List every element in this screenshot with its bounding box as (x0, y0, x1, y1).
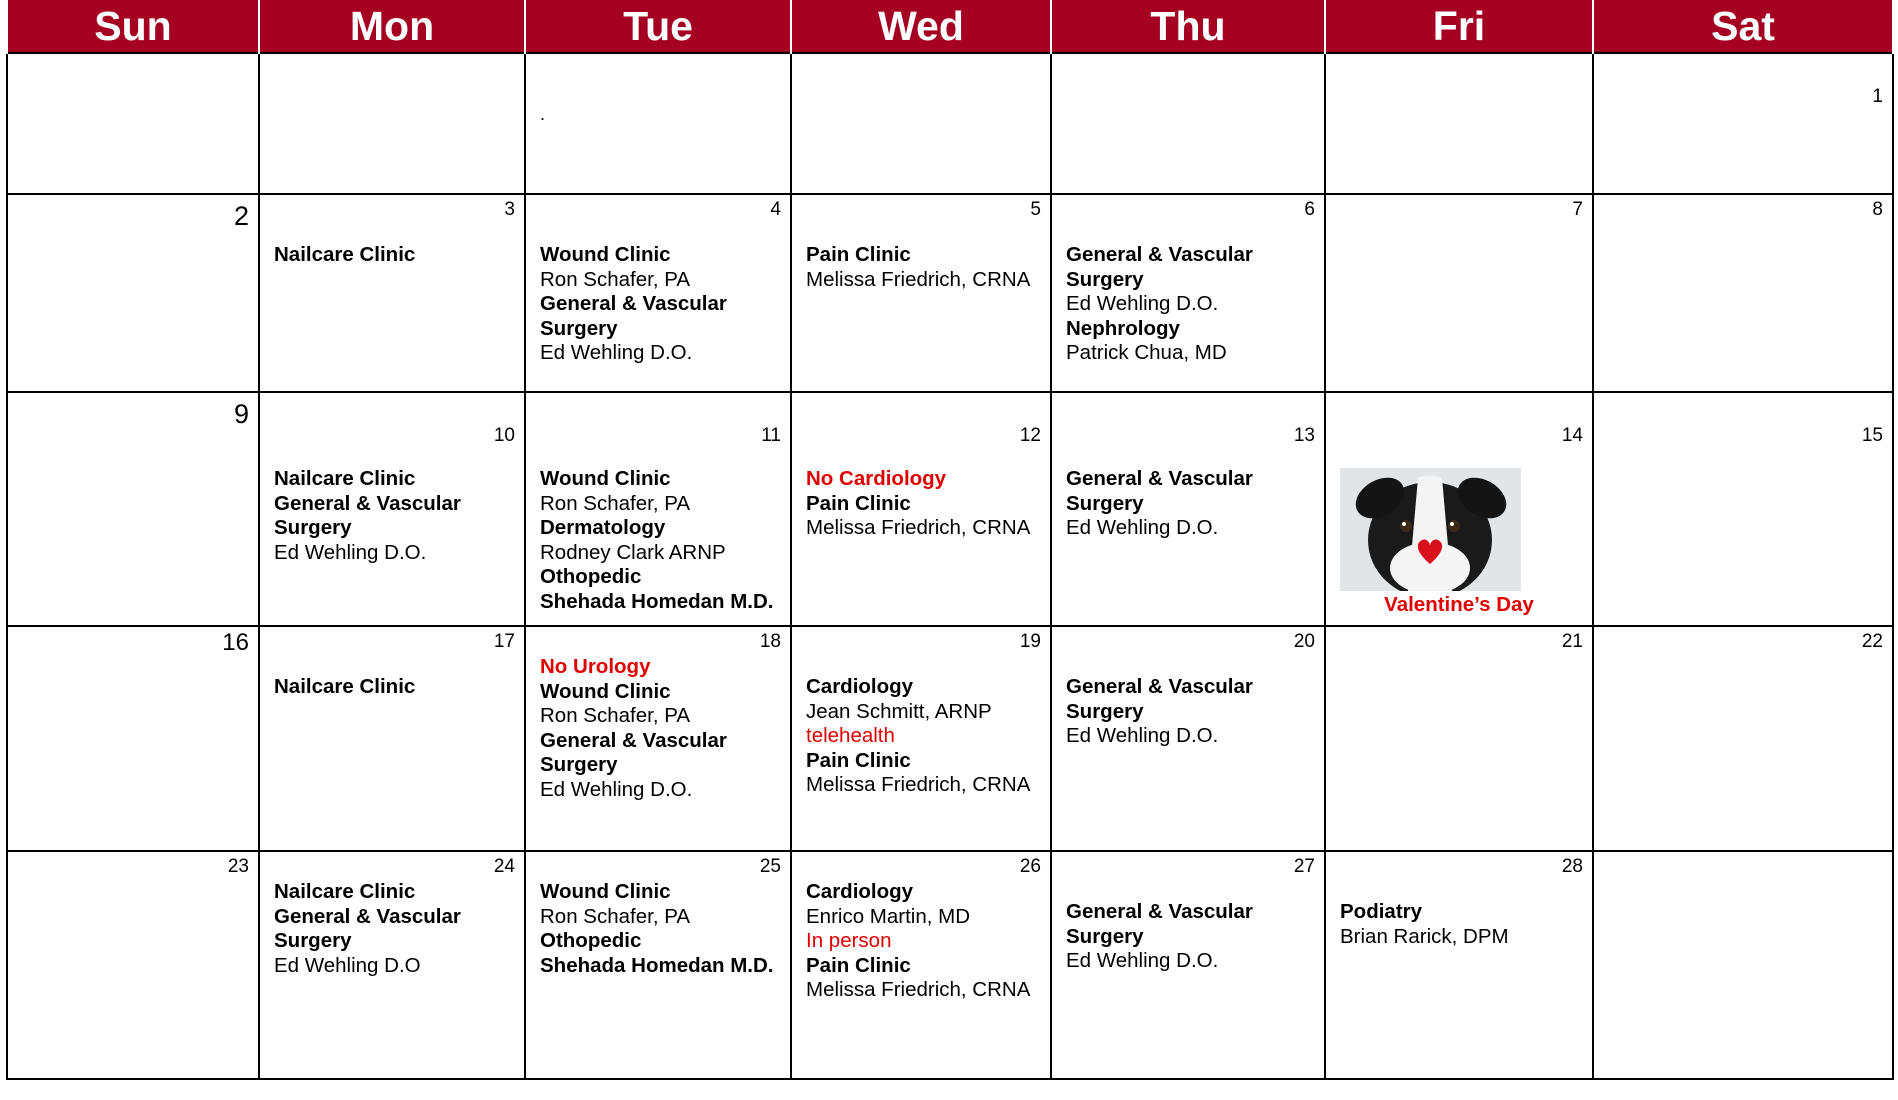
cancellation-notice: No Cardiology (806, 467, 947, 490)
clinic-name: Othopedic (540, 565, 642, 588)
day-number: 11 (761, 425, 781, 446)
clinic-name: Nailcare Clinic (274, 675, 416, 698)
day-cell (791, 392, 1051, 626)
day-cell (1325, 851, 1593, 1079)
cancellation-notice: No Urology (540, 655, 651, 678)
day-cell (1593, 53, 1893, 194)
day-cell-empty (7, 53, 259, 194)
weekday-thu: Thu (1051, 0, 1325, 53)
day-number: 21 (1561, 631, 1583, 652)
day-cell (7, 392, 259, 626)
clinic-name: Cardiology (806, 675, 914, 698)
day-cell (1593, 392, 1893, 626)
day-events (806, 880, 1042, 1003)
day-events (1066, 675, 1316, 749)
day-cell (1593, 626, 1893, 851)
day-number: 18 (759, 631, 781, 652)
weekday-sat: Sat (1593, 0, 1893, 53)
day-number: 24 (493, 856, 515, 877)
holiday-dog-image (1340, 468, 1521, 591)
day-number: 8 (1872, 199, 1883, 220)
provider-name: Ron Schafer, PA (540, 904, 691, 928)
clinic-name: Wound Clinic (540, 243, 671, 266)
day-cell (525, 194, 791, 392)
day-number: 4 (770, 199, 781, 220)
week-row-1 (7, 53, 1893, 194)
day-cell (1051, 851, 1325, 1079)
provider-name: Ed Wehling D.O. (1066, 516, 1219, 539)
weekday-tue: Tue (525, 0, 791, 53)
provider-name: Patrick Chua, MD (1066, 341, 1227, 364)
week-row-2 (7, 194, 1893, 392)
provider-name: Ed Wehling D.O. (274, 540, 427, 564)
day-cell (259, 392, 525, 626)
day-cell-empty (1325, 53, 1593, 194)
day-number: 19 (1019, 631, 1041, 652)
day-number: 9 (233, 399, 249, 429)
day-events (806, 243, 1042, 292)
clinic-name: Nailcare Clinic (274, 243, 416, 266)
day-number: 7 (1572, 199, 1583, 220)
provider-name: Ron Schafer, PA (540, 491, 691, 515)
day-number: 5 (1030, 199, 1041, 220)
day-cell (1051, 392, 1325, 626)
day-cell (791, 626, 1051, 851)
day-cell (791, 851, 1051, 1079)
day-number: 28 (1561, 856, 1583, 877)
day-events (806, 675, 1042, 798)
provider-name: Enrico Martin, MD (806, 904, 971, 928)
day-number: 15 (1861, 425, 1883, 446)
clinic-name: Nephrology (1066, 316, 1180, 340)
provider-name: Ron Schafer, PA (540, 267, 691, 291)
clinic-name: General & Vascular Surgery (540, 292, 727, 340)
clinic-name: Pain Clinic (806, 748, 911, 772)
day-cell (525, 392, 791, 626)
clinic-name: Podiatry (1340, 900, 1423, 923)
day-events (1340, 900, 1584, 949)
day-cell (1593, 194, 1893, 392)
day-number: 13 (1293, 425, 1315, 446)
day-cell (259, 851, 525, 1079)
day-cell (525, 851, 791, 1079)
day-number: 27 (1293, 856, 1315, 877)
day-cell (1325, 194, 1593, 392)
clinic-name: Othopedic (540, 929, 642, 952)
visit-type-note: telehealth (806, 724, 895, 747)
clinic-name: Wound Clinic (540, 679, 671, 703)
clinic-name: Dermatology (540, 516, 666, 539)
weekday-sun: Sun (7, 0, 259, 53)
clinic-name: Pain Clinic (806, 953, 911, 977)
weekday-mon: Mon (259, 0, 525, 53)
day-number: 20 (1293, 631, 1315, 652)
day-number: 26 (1019, 856, 1041, 877)
stray-mark: . (540, 104, 546, 124)
provider-name: Melissa Friedrich, CRNA (806, 773, 1031, 796)
day-cell (259, 626, 525, 851)
dog-with-red-heart-nose-image (1340, 468, 1521, 591)
day-number: 12 (1019, 425, 1041, 446)
provider-name: Ed Wehling D.O. (540, 777, 693, 801)
week-row-4 (7, 626, 1893, 851)
day-number: 22 (1861, 631, 1883, 652)
provider-name: Brian Rarick, DPM (1340, 924, 1509, 948)
day-number: 17 (493, 631, 515, 652)
provider-name: Shehada Homedan M.D. (540, 953, 774, 977)
day-cell (1325, 626, 1593, 851)
day-events (274, 467, 516, 565)
clinic-name: Wound Clinic (540, 880, 671, 903)
day-number: 14 (1561, 425, 1583, 446)
day-cell-empty (791, 53, 1051, 194)
clinic-name: Nailcare Clinic (274, 467, 416, 490)
day-number: 10 (493, 425, 515, 446)
day-number: 2 (233, 201, 249, 231)
week-row-3 (7, 392, 1893, 626)
day-cell (525, 626, 791, 851)
holiday-label: Valentine’s Day (1384, 593, 1534, 616)
day-number: 6 (1304, 199, 1315, 220)
day-cell (1051, 194, 1325, 392)
clinic-name: General & Vascular Surgery (1066, 675, 1253, 723)
day-cell-empty (1051, 53, 1325, 194)
clinic-name: Wound Clinic (540, 467, 671, 490)
clinic-name: Pain Clinic (806, 243, 911, 266)
clinic-name: General & Vascular Surgery (540, 728, 727, 776)
day-number: 25 (759, 856, 781, 877)
day-events (1066, 243, 1316, 366)
day-cell (259, 194, 525, 392)
clinic-name: General & Vascular Surgery (274, 904, 461, 952)
day-events (540, 880, 782, 978)
week-row-5 (7, 851, 1893, 1079)
clinic-name: General & Vascular Surgery (1066, 467, 1253, 515)
provider-name: Melissa Friedrich, CRNA (806, 267, 1031, 291)
clinic-name: General & Vascular Surgery (1066, 900, 1253, 948)
day-cell (791, 194, 1051, 392)
weekday-header-row (7, 0, 1893, 53)
day-events (274, 243, 516, 268)
day-events (1066, 467, 1316, 541)
provider-name: Shehada Homedan M.D. (540, 589, 774, 613)
day-events (274, 880, 516, 978)
provider-name: Rodney Clark ARNP (540, 540, 726, 564)
day-cell (7, 194, 259, 392)
provider-name: Melissa Friedrich, CRNA (806, 978, 1031, 1001)
provider-name: Ed Wehling D.O (274, 953, 421, 977)
day-cell-empty (525, 53, 791, 194)
day-events (540, 243, 782, 366)
clinic-name: Pain Clinic (806, 491, 911, 515)
provider-name: Ron Schafer, PA (540, 704, 691, 727)
clinic-name: General & Vascular Surgery (274, 491, 461, 539)
provider-name: Ed Wehling D.O. (1066, 292, 1219, 315)
provider-name: Melissa Friedrich, CRNA (806, 516, 1031, 539)
day-cell (1325, 392, 1593, 626)
weekday-fri: Fri (1325, 0, 1593, 53)
day-cell (1051, 626, 1325, 851)
day-cell-empty (259, 53, 525, 194)
day-events (540, 467, 782, 614)
day-cell (7, 851, 259, 1079)
weekday-wed: Wed (791, 0, 1051, 53)
day-cell (7, 626, 259, 851)
day-events (274, 675, 516, 700)
day-cell-empty (1593, 851, 1893, 1079)
provider-name: Ed Wehling D.O. (1066, 724, 1219, 747)
day-number: 1 (1872, 86, 1883, 107)
clinic-name: Cardiology (806, 880, 914, 903)
day-events (806, 467, 1042, 541)
day-number: 3 (504, 199, 515, 220)
provider-name: Jean Schmitt, ARNP (806, 699, 992, 723)
day-number: 23 (227, 856, 249, 877)
clinic-name: Nailcare Clinic (274, 880, 416, 903)
calendar-grid (6, 0, 1894, 1080)
day-number: 16 (222, 629, 249, 656)
clinic-name: General & Vascular Surgery (1066, 243, 1253, 291)
day-events (540, 655, 782, 802)
provider-name: Ed Wehling D.O. (540, 341, 693, 364)
provider-name: Ed Wehling D.O. (1066, 949, 1219, 972)
day-events (1066, 900, 1316, 974)
visit-type-note: In person (806, 929, 892, 952)
